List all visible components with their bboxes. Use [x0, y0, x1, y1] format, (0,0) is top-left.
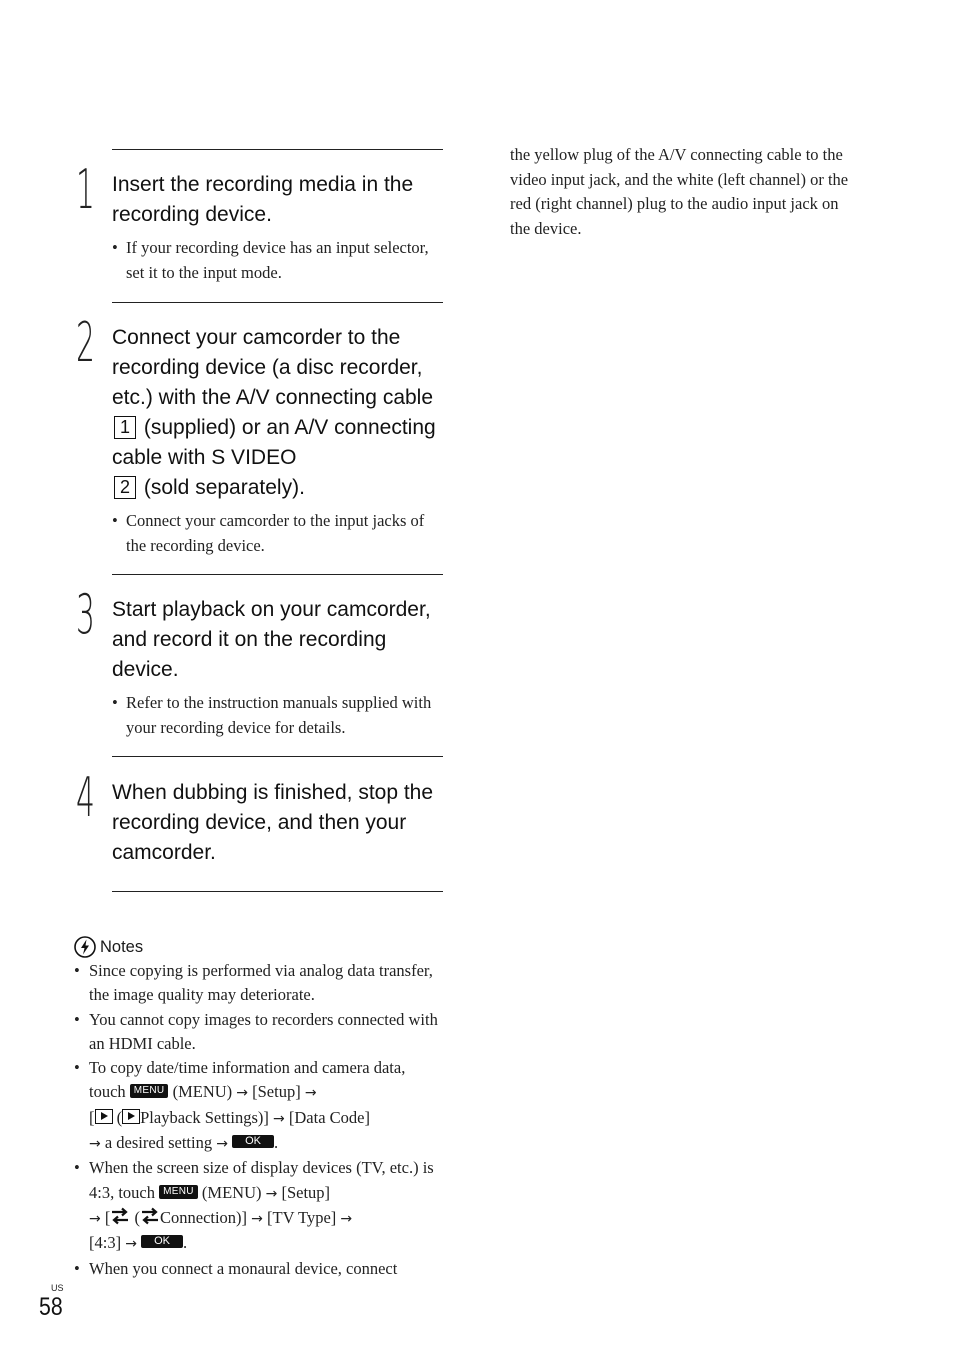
- note-text: a desired setting: [104, 1133, 213, 1153]
- step-title: [112, 323, 444, 503]
- arrow-icon: →: [216, 1136, 228, 1153]
- note-text: (: [134, 1207, 140, 1227]
- steps-end-rule: [112, 891, 443, 892]
- callout-box-2: 2: [114, 476, 136, 499]
- arrow-icon: →: [265, 1185, 278, 1202]
- note-text: Playback Settings)]: [140, 1107, 269, 1127]
- arrow-icon: →: [89, 1210, 101, 1227]
- note-item: • Since copying is performed via analog data transfer, the image quality may deteriorate.: [74, 959, 446, 1008]
- step-number: 4: [76, 766, 95, 829]
- ok-button-icon: OK: [141, 1235, 183, 1248]
- notes-heading-text: Notes: [100, 938, 144, 956]
- step-bullet: • Connect your camcorder to the input jacks of the recording device.: [112, 509, 444, 558]
- step-title: Start playback on your camcorder, and record it on the recording device.: [112, 598, 431, 681]
- arrow-icon: →: [89, 1136, 101, 1153]
- note-text: Connection)]: [159, 1207, 248, 1227]
- arrow-icon: →: [273, 1110, 285, 1127]
- playback-icon: [122, 1109, 140, 1124]
- step-4-rule: [112, 756, 443, 757]
- note-text: (MENU): [172, 1082, 233, 1102]
- step-1: [72, 158, 444, 285]
- step-number: 3: [76, 583, 95, 646]
- note-item: • You cannot copy images to recorders connected with an HDMI cable.: [74, 1008, 446, 1057]
- step-1-rule: [112, 149, 443, 150]
- note-text: .: [273, 1133, 279, 1153]
- note-item: [74, 1156, 446, 1256]
- callout-box-1: 1: [114, 416, 136, 439]
- step-number: 1: [76, 158, 95, 221]
- step-bullet: • If your recording device has an input selector, set it to the input mode.: [112, 236, 444, 285]
- note-item: [74, 1056, 446, 1156]
- playback-icon: [95, 1109, 113, 1124]
- connection-icon: [140, 1207, 160, 1225]
- step-2: [72, 311, 444, 558]
- note-text: (: [116, 1107, 123, 1127]
- note-text: [: [104, 1207, 111, 1227]
- notes-heading: [74, 935, 446, 959]
- note-text: [Data Code]: [288, 1107, 370, 1127]
- arrow-icon: →: [304, 1085, 317, 1102]
- note-text: To copy date/time information and camera data, touch: [89, 1058, 406, 1102]
- note-text: [TV Type]: [267, 1207, 337, 1227]
- arrow-icon: →: [236, 1085, 249, 1102]
- notes-icon: [74, 936, 96, 958]
- connection-icon: [110, 1207, 130, 1225]
- note-text: [: [89, 1107, 95, 1127]
- step-4: [72, 766, 444, 868]
- arrow-icon: →: [340, 1210, 353, 1227]
- note-text: (MENU): [201, 1182, 262, 1202]
- step-3-rule: [112, 574, 443, 575]
- note-text: [Setup]: [281, 1182, 331, 1202]
- step-number: 2: [76, 311, 95, 374]
- notes-section: [74, 935, 446, 1281]
- step-bullet: • Refer to the instruction manuals supplied with your recording device for details.: [112, 691, 444, 740]
- page-number: 58: [39, 1293, 63, 1321]
- step-title: When dubbing is finished, stop the recording device, and then your camcorder.: [112, 781, 434, 864]
- note-item: • When you connect a monaural device, connect: [74, 1257, 446, 1281]
- menu-button-icon: MENU: [130, 1084, 169, 1098]
- page-region-label: US: [51, 1283, 64, 1293]
- arrow-icon: →: [125, 1236, 137, 1253]
- note-text: When the screen size of display devices (TV, etc.) is 4:3, touch: [89, 1158, 434, 1202]
- step-title-part: (supplied) or an A/V connecting cable with S VIDEO: [112, 416, 436, 469]
- right-column-text: the yellow plug of the A/V connecting cable to the video input jack, and the white (left channel) or the red (right channel) plug to the audio input jack on the device.: [510, 145, 849, 238]
- step-title: Insert the recording media in the recording device.: [112, 173, 414, 226]
- step-3: [72, 583, 444, 740]
- step-title-part: Connect your camcorder to the recording device (a disc recorder, etc.) with the A/V connecting cable: [112, 326, 434, 409]
- step-title-part: (sold separately).: [143, 476, 305, 499]
- arrow-icon: →: [251, 1210, 263, 1227]
- ok-button-icon: OK: [232, 1135, 274, 1148]
- note-text: .: [182, 1233, 188, 1253]
- note-text: [4:3]: [89, 1233, 122, 1253]
- step-2-rule: [112, 302, 443, 303]
- note-text: [Setup]: [252, 1082, 301, 1102]
- menu-button-icon: MENU: [159, 1185, 198, 1199]
